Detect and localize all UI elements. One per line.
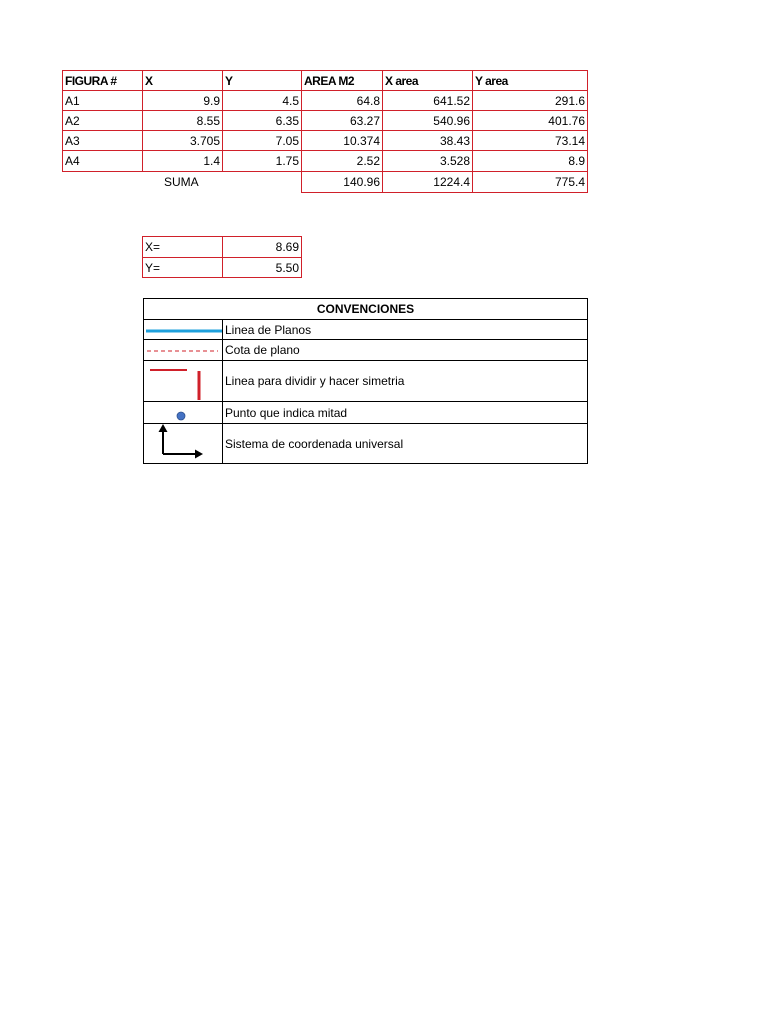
blue-plan-line-icon (144, 320, 223, 340)
table-cell: 291.6 (472, 90, 588, 111)
table-cell: 3.705 (142, 130, 223, 151)
coordinate-axes-icon (144, 424, 223, 464)
header-area: AREA M2 (301, 70, 383, 91)
table-cell: 6.35 (222, 110, 302, 131)
centroid-y-label: Y= (142, 257, 223, 278)
legend-symbol-cell (143, 319, 223, 340)
conventions-title: CONVENCIONES (143, 298, 588, 320)
table-cell: 401.76 (472, 110, 588, 131)
sum-label: SUMA (164, 175, 199, 189)
legend-label: Punto que indica mitad (222, 401, 588, 424)
sum-x-area: 1224.4 (382, 171, 473, 193)
header-y-area: Y area (472, 70, 588, 91)
legend-label: Sistema de coordenada universal (222, 423, 588, 464)
legend-label: Linea de Planos (222, 319, 588, 340)
table-row-label: A2 (62, 110, 143, 131)
legend-label: Cota de plano (222, 339, 588, 361)
centroid-x-value: 8.69 (222, 236, 302, 258)
table-cell: 64.8 (301, 90, 383, 111)
table-cell: 8.9 (472, 150, 588, 172)
table-row-label: A1 (62, 90, 143, 111)
table-row-label: A4 (62, 150, 143, 172)
table-cell: 1.4 (142, 150, 223, 172)
table-cell: 540.96 (382, 110, 473, 131)
table-cell: 641.52 (382, 90, 473, 111)
legend-symbol-cell (143, 360, 223, 402)
legend-label: Linea para dividir y hacer simetria (222, 360, 588, 402)
table-cell: 8.55 (142, 110, 223, 131)
legend-symbol-cell (143, 423, 223, 464)
table-cell: 9.9 (142, 90, 223, 111)
table-cell: 1.75 (222, 150, 302, 172)
centroid-y-value: 5.50 (222, 257, 302, 278)
table-row-label: A3 (62, 130, 143, 151)
header-x: X (142, 70, 223, 91)
red-symmetry-lines-icon (144, 361, 223, 402)
table-cell: 38.43 (382, 130, 473, 151)
table-cell: 2.52 (301, 150, 383, 172)
legend-symbol-cell (143, 401, 223, 424)
sum-area: 140.96 (301, 171, 383, 193)
table-cell: 10.374 (301, 130, 383, 151)
centroid-x-label: X= (142, 236, 223, 258)
blue-dot-icon (144, 402, 223, 424)
legend-symbol-cell (143, 339, 223, 361)
table-cell: 4.5 (222, 90, 302, 111)
header-figura: FIGURA # (62, 70, 143, 91)
table-cell: 7.05 (222, 130, 302, 151)
header-y: Y (222, 70, 302, 91)
sum-y-area: 775.4 (472, 171, 588, 193)
header-x-area: X area (382, 70, 473, 91)
table-cell: 3.528 (382, 150, 473, 172)
table-cell: 73.14 (472, 130, 588, 151)
table-cell: 63.27 (301, 110, 383, 131)
red-dashed-line-icon (144, 340, 223, 361)
